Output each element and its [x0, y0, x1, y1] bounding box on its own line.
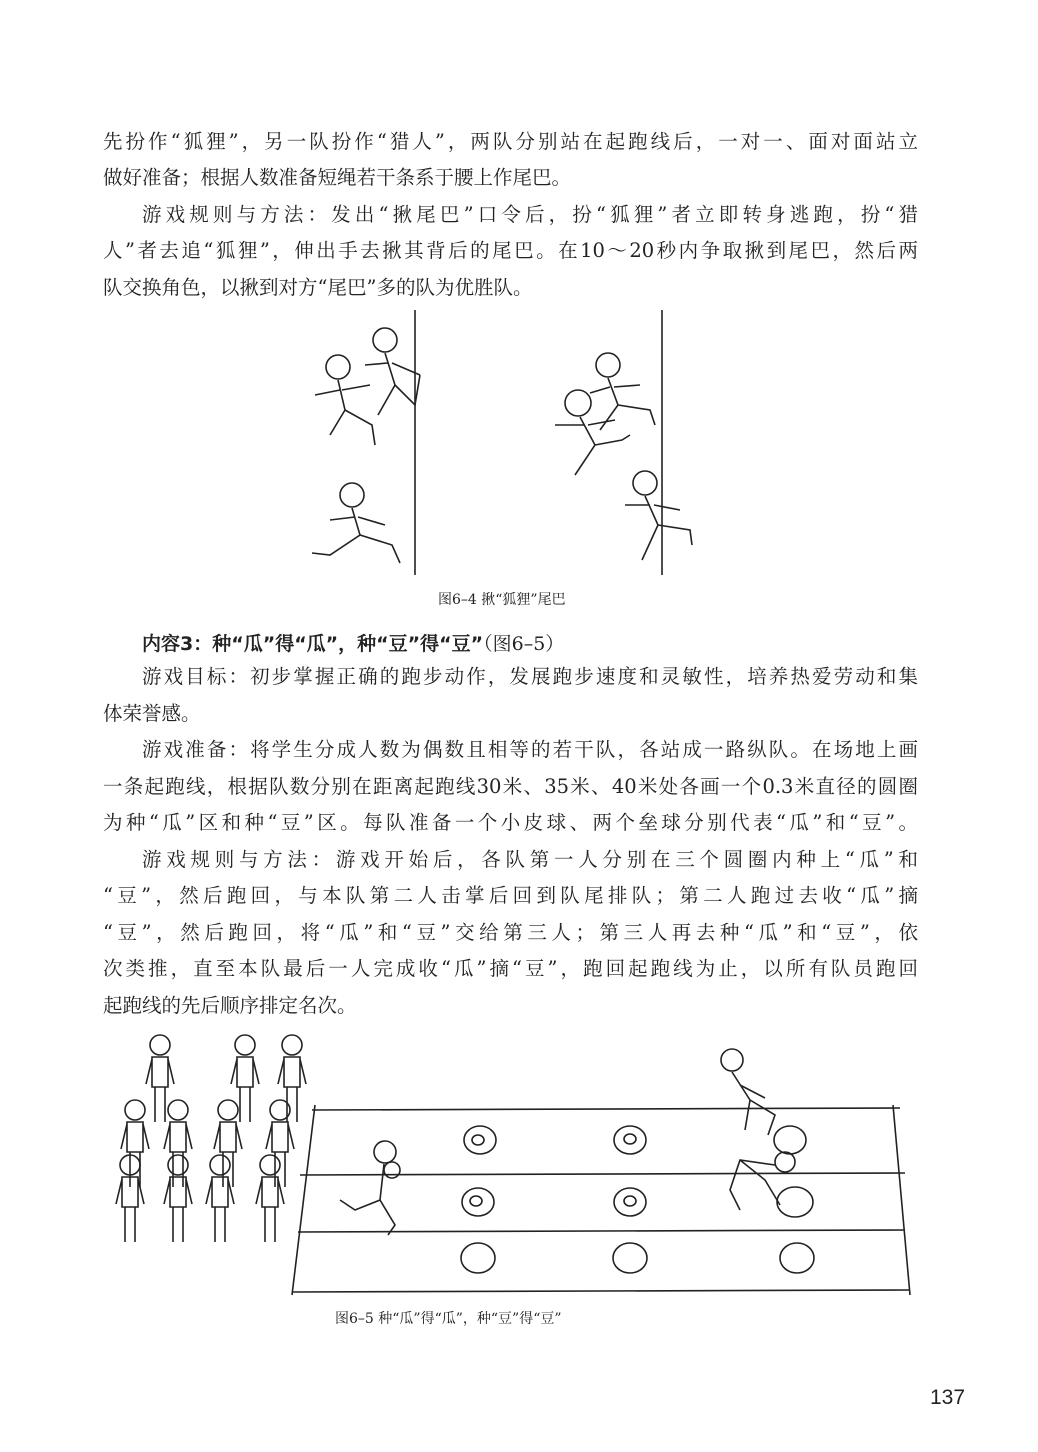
text-line: “豆”，然后跑回，与本队第二人击掌后回到队尾排队；第二人跑过去收“瓜”摘 [103, 884, 918, 907]
child-running [590, 353, 655, 430]
section-heading [142, 629, 564, 656]
child-running [315, 355, 375, 445]
figure-caption: 图6–5 种“瓜”得“瓜”，种“豆”得“豆” [335, 1311, 562, 1327]
figure-reference: （图6–5） [483, 633, 565, 655]
text-line: 次类推，直至本队最后一人完成收“瓜”摘“豆”，跑回起跑线为止，以所有队员跑回 [103, 957, 918, 980]
text-line: 游戏目标：初步掌握正确的跑步动作，发展跑步速度和灵敏性，培养热爱劳动和集 [142, 665, 918, 688]
child-planting [721, 1049, 775, 1135]
child-running-with-ball [340, 1141, 400, 1235]
standing-student [146, 1035, 174, 1122]
heading-text: 内容3：种“瓜”得“瓜”，种“豆”得“豆” [142, 633, 484, 655]
text-line: 为种“瓜”区和种“豆”区。每队准备一个小皮球、两个垒球分别代表“瓜”和“豆”。 [103, 811, 918, 834]
page-number: 137 [930, 1386, 966, 1409]
standing-student [164, 1100, 192, 1187]
standing-student [278, 1035, 306, 1122]
figure-6-5-illustration [0, 1030, 1038, 1310]
child-running [555, 390, 630, 475]
standing-student [256, 1155, 284, 1242]
text-line: 先扮作“狐狸”，另一队扮作“猎人”，两队分别站在起跑线后，一对一、面对面站立 [103, 130, 918, 153]
text-line: “豆”，然后跑回，将“瓜”和“豆”交给第三人；第三人再去种“瓜”和“豆”，依 [103, 921, 918, 944]
text-line: 游戏准备：将学生分成人数为偶数且相等的若干队，各站成一路纵队。在场地上画 [142, 738, 918, 761]
standing-student [266, 1100, 294, 1187]
standing-student [214, 1100, 242, 1187]
text-line: 体荣誉感。 [103, 702, 201, 725]
figure-caption: 图6–4 揪“狐狸”尾巴 [438, 592, 566, 608]
standing-student [206, 1155, 234, 1242]
text-line: 游戏规则与方法：游戏开始后，各队第一人分别在三个圆圈内种上“瓜”和 [142, 848, 918, 871]
text-line: 队交换角色，以揪到对方“尾巴”多的队为优胜队。 [103, 276, 533, 299]
text-line: 做好准备；根据人数准备短绳若干条系于腰上作尾巴。 [103, 166, 572, 189]
text-line: 一条起跑线，根据队数分别在距离起跑线30米、35米、40米处各画一个0.3米直径的圆圈 [103, 775, 918, 798]
text-line: 起跑线的先后顺序排定名次。 [103, 994, 357, 1017]
text-line: 人”者去追“狐狸”，伸出手去揪其背后的尾巴。在10～20秒内争取揪到尾巴，然后两 [103, 239, 918, 262]
standing-student [231, 1035, 259, 1122]
standing-student [164, 1155, 192, 1242]
field-lines [292, 1105, 910, 1295]
figure-6-4-illustration [0, 305, 1038, 605]
planting-circles [461, 1126, 814, 1273]
child-running [312, 483, 400, 563]
text-line: 游戏规则与方法：发出“揪尾巴”口令后，扮“狐狸”者立即转身逃跑，扮“猎 [142, 203, 918, 226]
child-picking [730, 1152, 795, 1210]
child-running [365, 328, 420, 415]
students-in-line [116, 1035, 306, 1242]
child-running [625, 471, 692, 560]
